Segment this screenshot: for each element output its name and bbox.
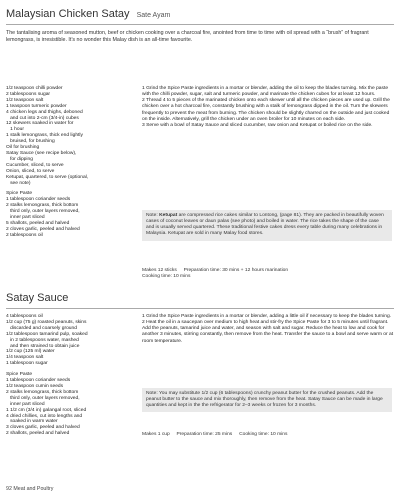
ingredient-item: third only, outer layers removed, xyxy=(6,209,80,215)
note-text: are compressed rice cakes similar to Lontong, (page 81). They are packed in beautifully woven cases of coconut leaves or daun palas (see photo) and boiled in water. The rice takes the shape of the case and is usually served quartered. These traditional festive cakes dress every table during many celebrations in Malaysia. Ketupat are sold in many Malay food stores. xyxy=(146,213,384,237)
recipe-title-text-2: Satay Sauce xyxy=(6,292,69,304)
ingredient-item: 4 chicken legs and thighs, deboned xyxy=(6,109,83,115)
ingredient-list-2 xyxy=(6,314,138,437)
method-steps-2 xyxy=(142,314,394,345)
ingredient-item: Oil for brushing xyxy=(6,145,40,151)
ingredient-item: Satay Sauce (see recipe below), xyxy=(6,150,77,156)
ingredient-item: 2 tablespoons oil xyxy=(6,232,43,238)
ingredient-item: soaked in warm water xyxy=(6,419,58,425)
ingredient-item: 1 tablespoon sugar xyxy=(6,361,48,367)
ingredient-item: 5 shallots, peeled and halved xyxy=(6,220,70,226)
method-step: 1 Grind the Spice Paste ingredients in a mortar or blender, adding a little oil if necessary to keep the blades turning. xyxy=(142,314,392,319)
recipe-title-text: Malaysian Chicken Satay xyxy=(6,8,130,20)
ingredient-item: third only, outer layers removed, xyxy=(6,395,80,401)
cook-time-2: Cooking time: 10 mins xyxy=(239,432,288,437)
note-box xyxy=(142,210,392,241)
ingredient-item: 1 teaspoon turmeric powder xyxy=(6,103,67,109)
method-step: 2 Thread 4 to 5 pieces of the marinated chicken onto each skewer until all the chicken pieces are used up. Grill the chicken over a hot charcoal fire, constantly brushing with a stalk of lemongrass dipped in the oil. Turn the skewers frequently to prevent the meat from burning. The chicken should be slightly charred on the outside and just cooked on the inside. Alternatively, grill the chicken under an oven broiler for 10 minutes on each side. xyxy=(142,98,390,122)
ingredient-item: 4 tablespoons oil xyxy=(6,314,43,319)
ingredient-item: 3 cloves garlic, peeled and halved xyxy=(6,425,80,431)
ingredient-item: see note) xyxy=(6,180,31,186)
ingredient-item: 12 skewers soaked in water for xyxy=(6,121,74,127)
ingredient-item: Cucumber, sliced, to serve xyxy=(6,162,64,168)
page-footer: 92 Meat and Poultry xyxy=(6,486,54,492)
ingredient-item: 1/2 teaspoon chilli powder xyxy=(6,86,63,91)
ingredient-item: 1 stalk lemongrass, thick end lightly xyxy=(6,133,83,139)
ingredient-item: 2 stalks lemongrass, thick bottom xyxy=(6,203,79,209)
note-keyword: Ketupat xyxy=(159,213,178,218)
recipe-title xyxy=(6,8,170,20)
recipe-subtitle: Sate Ayam xyxy=(136,12,171,19)
ingredient-item: 1/2 cup (125 ml) water xyxy=(6,349,55,355)
ingredient-item: 1/2 teaspoon cumin seeds xyxy=(6,383,64,389)
ingredient-item: 4 dried chillies, cut into lengths and xyxy=(6,413,83,419)
makes-text: Makes 12 sticks xyxy=(142,268,177,273)
recipe-meta xyxy=(142,268,394,280)
method-step: 2 Heat the oil in a saucepan over medium to high heat and stir-fry the Spice Paste for 3 to 5 minutes until fragrant. Add the peanuts, tamarind juice and water, and season with salt and sugar. Reduce the heat to low and cook for another 3 minutes, stirring constantly, then remove from the heat. Transfer the sauce to a bowl and serve warm or at room temperature. xyxy=(142,320,394,344)
ingredient-item: Onion, sliced, to serve xyxy=(6,168,55,174)
ingredient-item: Spice Paste xyxy=(6,372,33,378)
ingredient-item: 2 tablespoons sugar xyxy=(6,91,51,97)
prep-time-2: Preparation time: 25 mins xyxy=(176,432,233,437)
ingredient-item: 1 tablespoon coriander seeds xyxy=(6,378,71,384)
ingredient-list xyxy=(6,86,138,239)
makes-text-2: Makes 1 cup xyxy=(142,432,170,437)
note-label: Note: xyxy=(146,213,158,218)
ingredient-item: 1/2 tablespoon tamarind pulp, soaked xyxy=(6,331,88,337)
ingredient-item: discarded and coarsely ground xyxy=(6,325,77,331)
ingredient-item: 1/4 teaspoon salt xyxy=(6,355,44,361)
ingredient-item: 2 cloves garlic, peeled and halved xyxy=(6,226,80,232)
method-step: 3 Serve with a bowl of Satay Sauce and sliced cucumber, raw onion and Ketupat or boiled rice on the side. xyxy=(142,122,373,128)
method-steps xyxy=(142,86,394,129)
ingredient-item: 1 1/2 cm (3/4 in) galangal root, sliced xyxy=(6,407,87,413)
divider-2 xyxy=(6,308,394,309)
ingredient-item: 1/2 teaspoon salt xyxy=(6,97,44,103)
ingredient-item: and cut into 2-cm (3/4-in) cubes xyxy=(6,115,79,121)
recipe-meta-2 xyxy=(142,432,394,438)
note-box-2: Note: You may substitute 1/2 cup (6 tablespoons) crunchy peanut butter for the crushed peanuts. Add the peanut butter to the sauce and mix thoroughly, then remove from the heat. Satay Sauce can be made in large quantities and kept in the the refrigerator for 2–3 weeks or frozen for 3 months. xyxy=(142,388,392,412)
recipe-title-2 xyxy=(6,292,68,304)
ingredient-item: Ketupat, quartered, to serve (optional, xyxy=(6,174,89,180)
ingredient-item: inner part sliced xyxy=(6,401,45,407)
ingredient-item: 1/2 cup (75 g) roasted peanuts, skins xyxy=(6,319,87,325)
ingredient-item: for dipping xyxy=(6,156,33,162)
recipe-intro: The tantalising aroma of seasoned mutton, beef or chicken cooking over a charcoal fire, anointed from time to time with oil spread with a “brush” of fragrant lemongrass, is irresistible. It’s no wonder this Malay dish is an all-time favourite. xyxy=(6,30,369,43)
ingredient-item: and then strained to obtain juice xyxy=(6,343,80,349)
ingredient-item: 1 hour xyxy=(6,127,24,133)
ingredient-item: inner part sliced xyxy=(6,215,45,221)
ingredient-item: 1 tablespoon coriander seeds xyxy=(6,197,71,203)
ingredient-item: 2 stalks lemongrass, thick bottom xyxy=(6,389,79,395)
method-step: 1 Grind the Spice Paste ingredients in a mortar or blender, adding the oil to keep the blades turning. Mix the paste with the chilli powder, sugar, salt and turmeric powder, and marinate the chicken cubes for at least 12 hours. xyxy=(142,86,389,98)
ingredient-item: Spice Paste xyxy=(6,191,33,197)
ingredient-item: in 2 tablespoons water, mashed xyxy=(6,337,79,343)
divider xyxy=(6,24,394,25)
ingredient-item: bruised, for brushing xyxy=(6,139,55,145)
ingredient-item: 2 shallots, peeled and halved xyxy=(6,431,70,437)
cook-time: Cooking time: 10 mins xyxy=(142,274,191,280)
prep-time: Preparation time: 30 mins + 12 hours marination xyxy=(183,268,289,273)
